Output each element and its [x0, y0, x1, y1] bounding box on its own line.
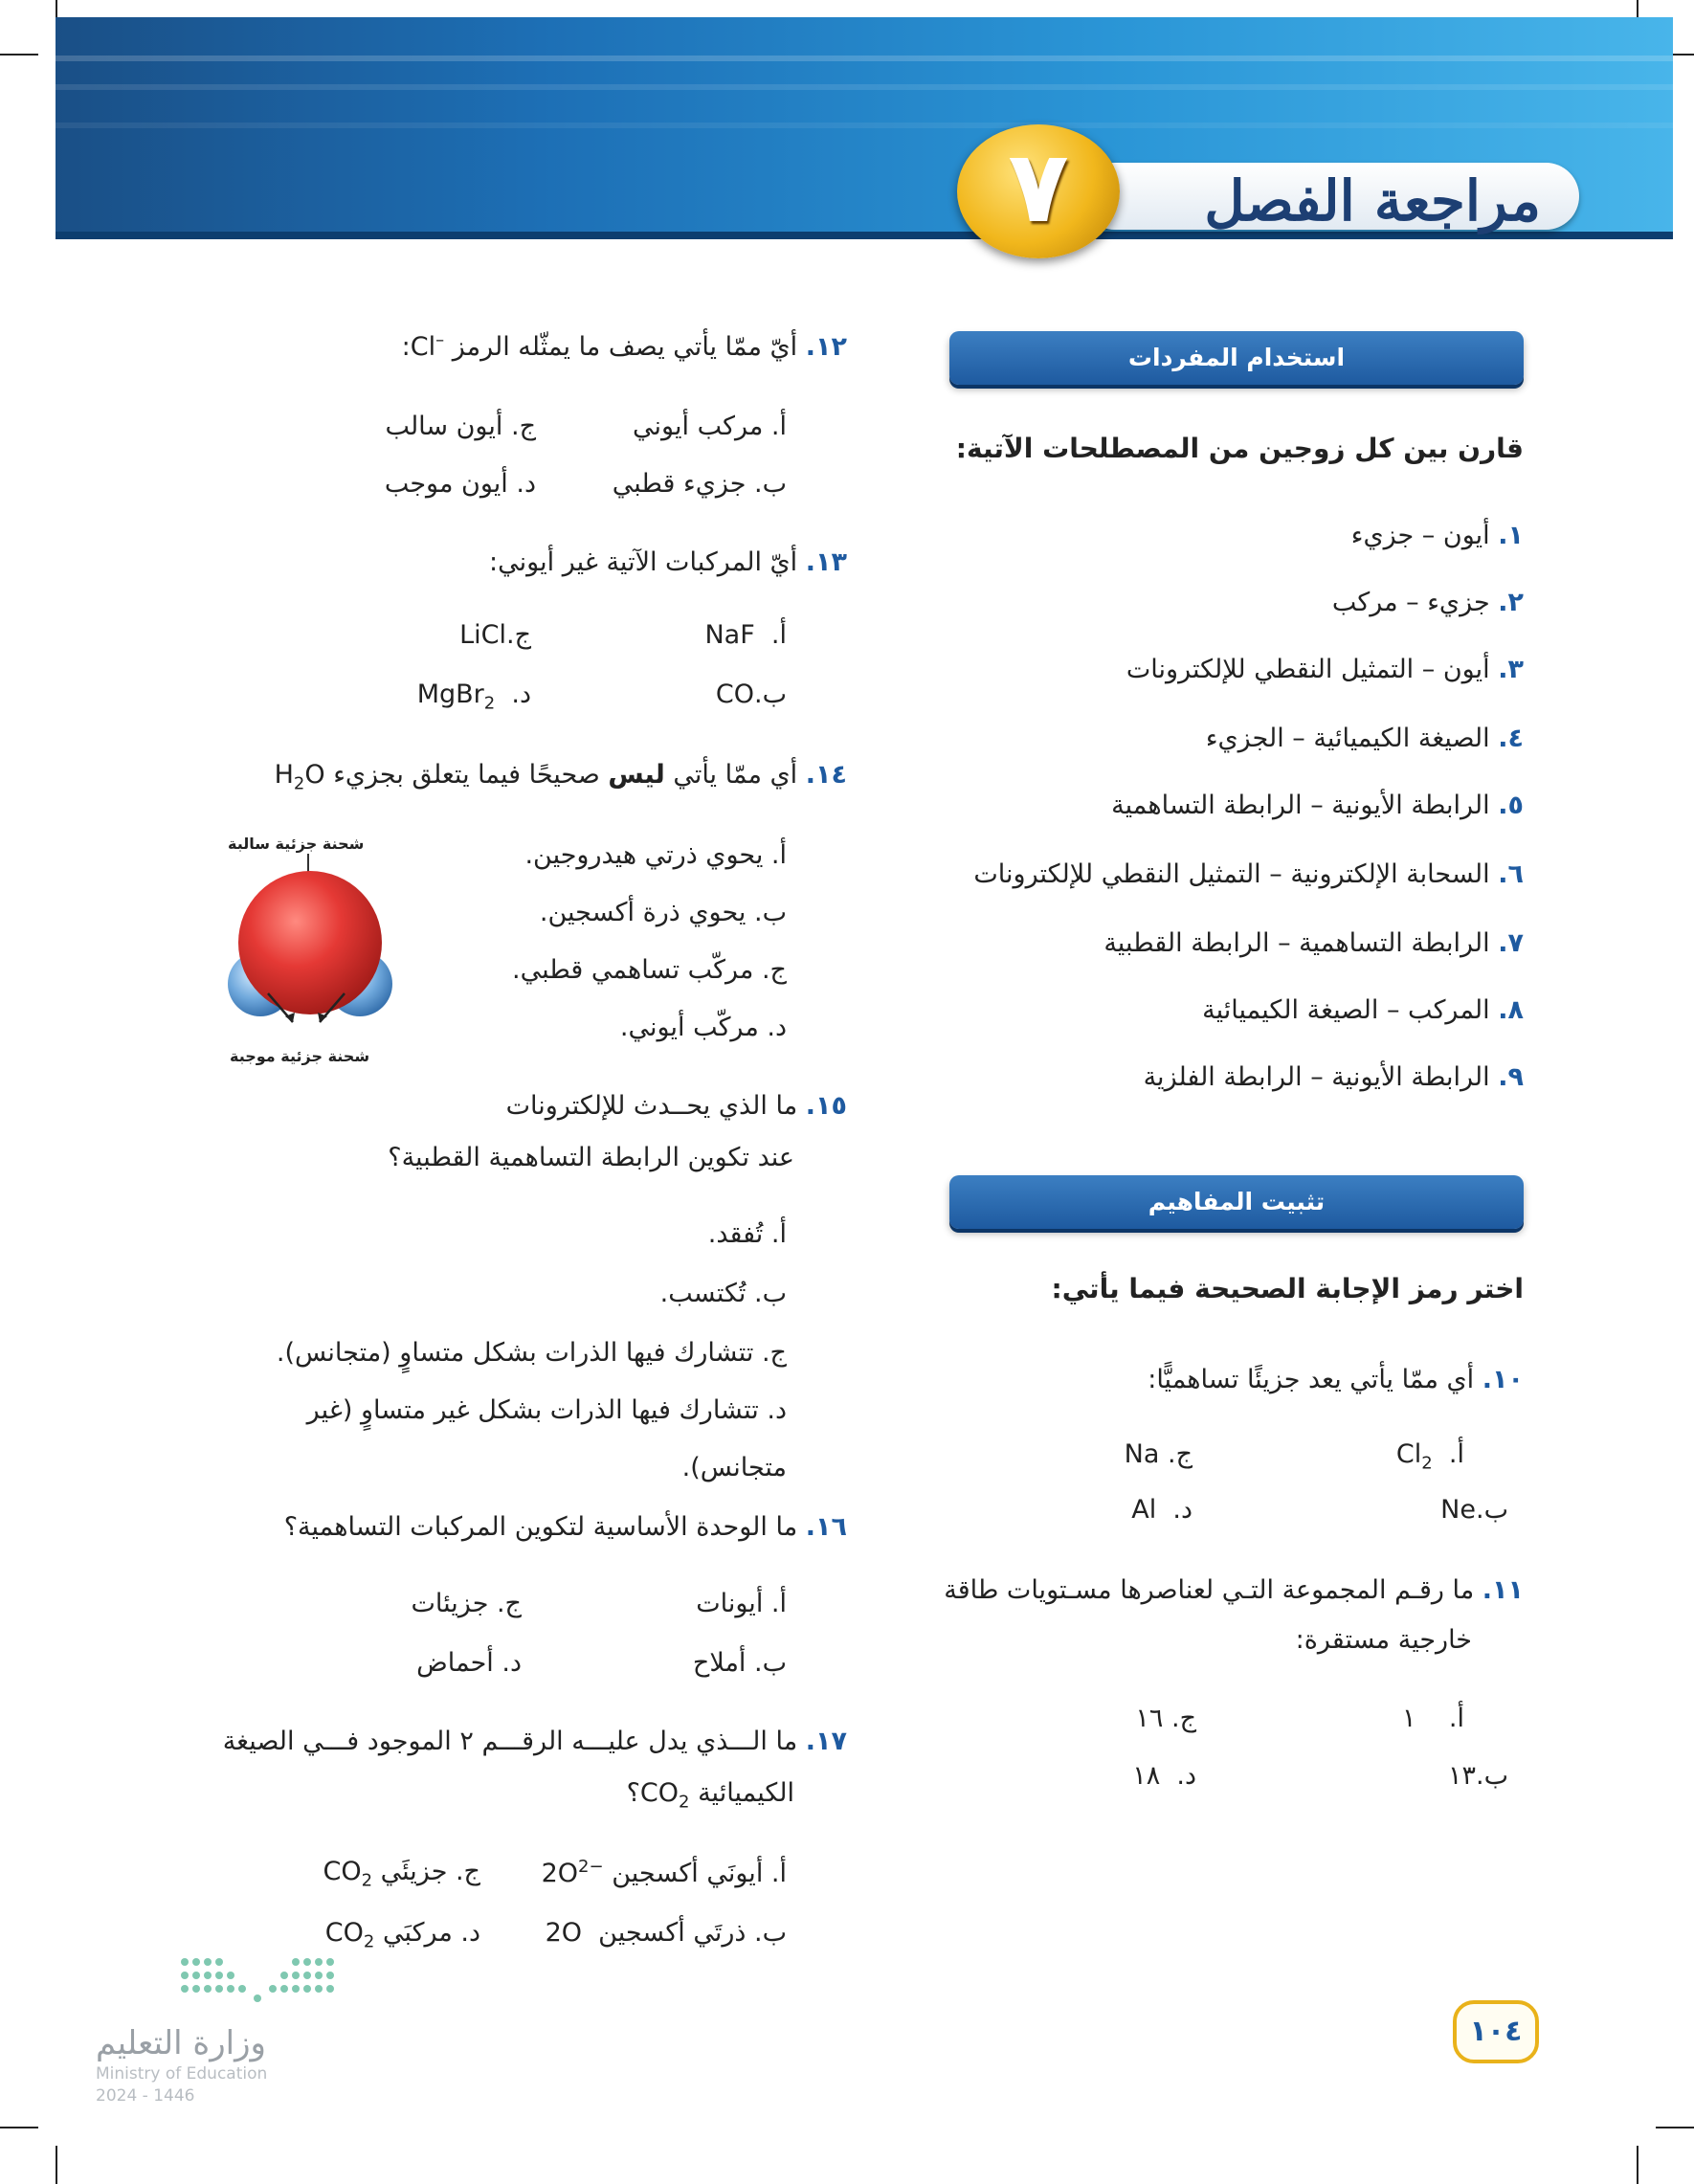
question-11-cont: خارجية مستقرة:	[1295, 1625, 1472, 1655]
q17-option-b: ب. ذرتَي أكسجين 2O	[545, 1918, 787, 1948]
q12-option-d: د. أيون موجب	[384, 469, 536, 499]
q12-option-b: ب. جزيء قطبي	[612, 469, 787, 499]
q16-option-c: ج. جزيئات	[411, 1589, 522, 1618]
ministry-name-ar: وزارة التعليم	[96, 2024, 266, 2062]
q11-option-a: أ. ١	[1402, 1704, 1464, 1733]
q13-option-a: أ. NaF	[704, 620, 787, 650]
q17-option-a: أ. أيونَي أكسجين $2O^{2-}$	[541, 1857, 787, 1888]
q15-option-b: ب. تُكتسب.	[659, 1279, 787, 1308]
q15-option-c: ج. تتشارك فيها الذرات بشكل متساوٍ (متجانس).	[276, 1338, 787, 1368]
crop-mark	[1656, 2127, 1694, 2128]
question-16: ١٦. ما الوحدة الأساسية لتكوين المركبات التساهمية؟	[283, 1512, 847, 1542]
q10-option-b: ب.Ne	[1440, 1495, 1508, 1525]
q12-option-a: أ. مركب أيوني	[633, 412, 787, 441]
edition-year: 2024 - 1446	[96, 2086, 195, 2106]
q17-option-c: ج. جزيئَي $CO_2$	[323, 1857, 480, 1891]
q14-option-d: د. مركّب أيوني.	[619, 1013, 787, 1042]
negative-charge-label: شحنة جزئية سالبة	[228, 835, 365, 853]
page-title: مراجعة الفصل	[1204, 168, 1541, 234]
q16-option-a: أ. أيونات	[696, 1589, 787, 1618]
vocab-item: ٦. السحابة الإلكترونية – التمثيل النقطي للإلكترونات	[973, 859, 1524, 889]
q15-option-d-cont: متجانس).	[681, 1453, 787, 1482]
q10-option-c: ج. Na	[1124, 1439, 1192, 1469]
crop-mark	[0, 2127, 38, 2128]
question-17-cont: الكيميائية $CO_2؟$	[626, 1778, 794, 1813]
chapter-badge	[957, 124, 1120, 258]
concepts-instruction: اختر رمز الإجابة الصحيحة فيما يأتي:	[1051, 1273, 1524, 1304]
vocab-item: ٩. الرابطة الأيونية – الرابطة الفلزية	[1143, 1062, 1524, 1092]
vocab-item: ١. أيون – جزيء	[1350, 521, 1524, 550]
ministry-logo-icon	[177, 1952, 340, 2006]
positive-charge-label: شحنة جزئية موجبة	[230, 1047, 370, 1065]
question-12: ١٢. أيّ ممّا يأتي يصف ما يمثّله الرمز Cl–:	[401, 330, 847, 362]
q12-option-c: ج. أيون سالب	[385, 412, 536, 441]
q17-option-d: د. مركبَي $CO_2$	[324, 1918, 480, 1952]
question-10: ١٠. أي ممّا يأتي يعد جزيئًا تساهميًّا:	[1148, 1365, 1524, 1394]
water-molecule-figure	[220, 852, 402, 1043]
question-13: ١٣. أيّ المركبات الآتية غير أيوني:	[489, 547, 847, 577]
vocab-item: ٧. الرابطة التساهمية – الرابطة القطبية	[1103, 928, 1524, 958]
q15-option-d: د. تتشارك فيها الذرات بشكل غير متساوٍ (غير	[306, 1395, 787, 1425]
chapter-title-group	[957, 124, 1608, 258]
q15-option-a: أ. تُفقد.	[707, 1219, 787, 1249]
question-15-cont: عند تكوين الرابطة التساهمية القطبية؟	[388, 1143, 794, 1172]
oxygen-atom	[238, 871, 382, 1014]
vocab-instruction: قارن بين كل زوجين من المصطلحات الآتية:	[955, 433, 1524, 464]
crop-mark	[56, 2146, 57, 2184]
q13-option-d: د. MgBr$_2$	[416, 680, 531, 714]
q13-option-b: ب.CO	[715, 680, 787, 709]
question-15: ١٥. ما الذي يحــدث للإلكترونات	[505, 1091, 847, 1121]
vocab-item: ٥. الرابطة الأيونية – الرابطة التساهمية	[1111, 791, 1524, 820]
crop-mark	[1637, 2146, 1638, 2184]
q14-option-b: ب. يحوي ذرة أكسجين.	[539, 898, 787, 927]
question-11: ١١. ما رقـم المجموعة التـي لعناصرها مسـتويات طاقة	[944, 1575, 1524, 1605]
concepts-heading: تثبيت المفاهيم	[949, 1175, 1524, 1229]
crop-mark	[0, 54, 38, 56]
vocab-item: ٨. المركب – الصيغة الكيميائية	[1202, 995, 1524, 1025]
q11-option-c: ج. ١٦	[1135, 1704, 1196, 1733]
vocab-heading: استخدام المفردات	[949, 331, 1524, 385]
q13-option-c: ج.LiCl	[459, 620, 531, 650]
vocab-item: ٣. أيون – التمثيل النقطي للإلكترونات	[1126, 655, 1524, 684]
ministry-name-en: Ministry of Education	[96, 2064, 268, 2084]
question-17: ١٧. ما الـــذي يدل عليـــه الرقـــم ٢ الموجود فـــي الصيغة	[222, 1727, 847, 1756]
page-number: ١٠٤	[1453, 2000, 1539, 2063]
q16-option-d: د. أحماض	[416, 1648, 522, 1678]
q16-option-b: ب. أملاح	[692, 1648, 787, 1678]
q10-option-d: د. Al	[1131, 1495, 1192, 1525]
q11-option-d: د. ١٨	[1132, 1761, 1196, 1791]
vocab-item: ٢. جزيء – مركب	[1331, 588, 1524, 617]
question-14: ١٤. أي ممّا يأتي ليس صحيحًا فيما يتعلق بجزيء $H_2O$	[274, 760, 847, 794]
q11-option-b: ب.١٣	[1447, 1761, 1508, 1791]
q14-option-a: أ. يحوي ذرتي هيدروجين.	[524, 840, 787, 870]
q14-option-c: ج. مركّب تساهمي قطبي.	[512, 955, 787, 985]
chapter-number: ٧	[1008, 128, 1069, 245]
q10-option-a: أ. $Cl_2$	[1395, 1439, 1464, 1474]
vocab-item: ٤. الصيغة الكيميائية – الجزيء	[1205, 724, 1524, 753]
